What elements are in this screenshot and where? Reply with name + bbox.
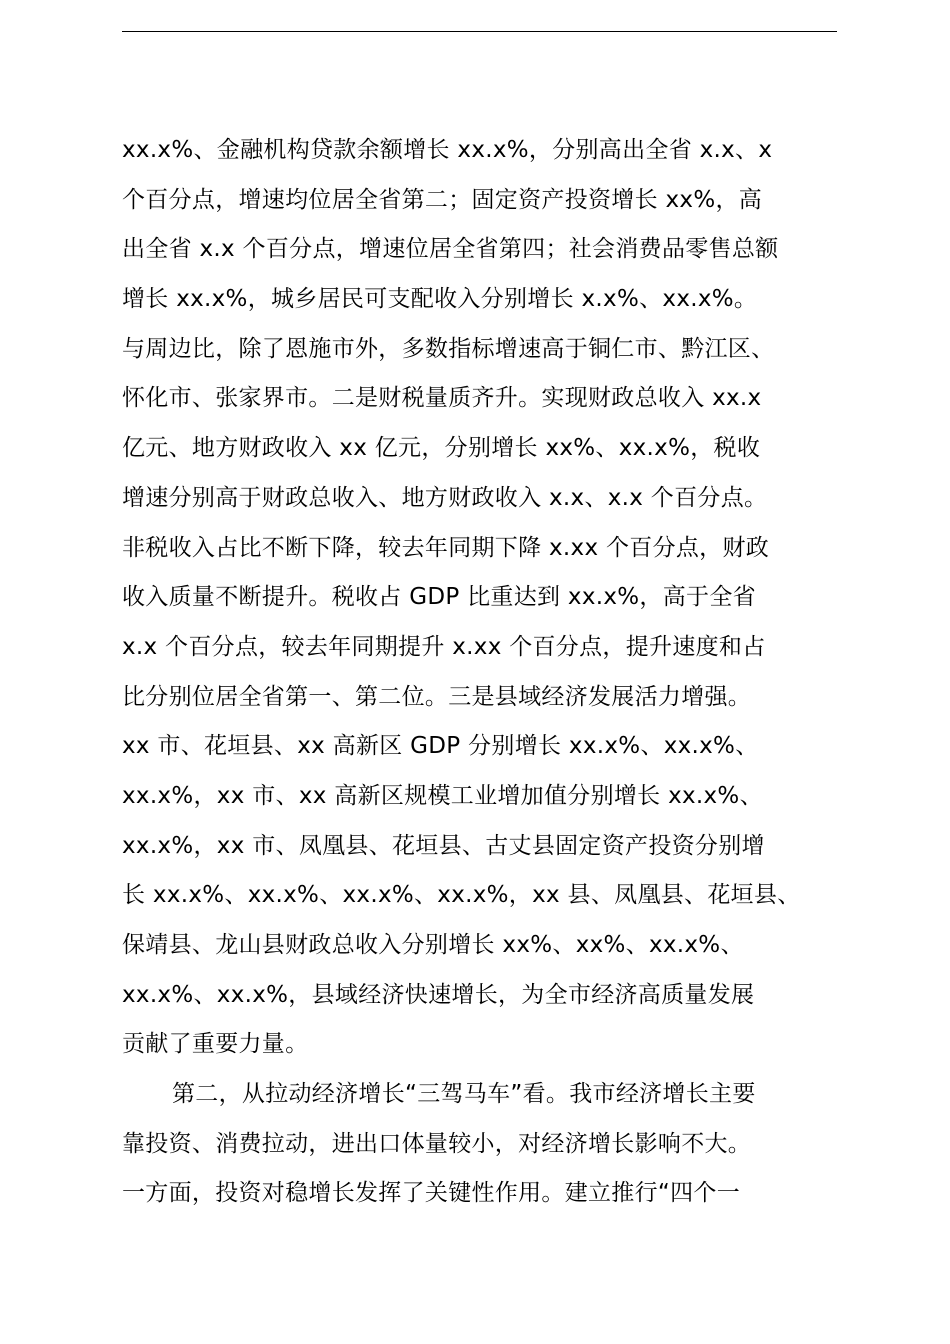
text-line: 收入质量不断提升。税收占 GDP 比重达到 xx.x%，高于全省	[122, 584, 756, 611]
text-line: 比分别位居全省第一、第二位。三是县域经济发展活力增强。	[122, 683, 752, 710]
text-line: 与周边比，除了恩施市外，多数指标增速高于铜仁市、黔江区、	[122, 335, 775, 362]
text-line: xx.x%，xx 市、凤凰县、花垣县、古丈县固定资产投资分别增	[122, 832, 765, 859]
text-line: 增速分别高于财政总收入、地方财政收入 x.x、x.x 个百分点。	[122, 484, 768, 511]
text-line: 出全省 x.x 个百分点，增速位居全省第四；社会消费品零售总额	[122, 236, 779, 263]
text-line: x.x 个百分点，较去年同期提升 x.xx 个百分点，提升速度和占	[122, 633, 766, 660]
text-line: 增长 xx.x%，城乡居民可支配收入分别增长 x.x%、xx.x%。	[122, 286, 758, 313]
paragraph-start-line: 第二，从拉动经济增长“三驾马车”看。我市经济增长主要	[172, 1081, 756, 1108]
text-line: xx 市、花垣县、xx 高新区 GDP 分别增长 xx.x%、xx.x%、	[122, 733, 759, 760]
text-line: xx.x%、xx.x%，县域经济快速增长，为全市经济高质量发展	[122, 981, 755, 1008]
text-line: 怀化市、张家界市。二是财税量质齐升。实现财政总收入 xx.x	[122, 385, 762, 412]
text-line: xx.x%，xx 市、xx 高新区规模工业增加值分别增长 xx.x%、	[122, 782, 763, 809]
text-line: 一方面，投资对稳增长发挥了关键性作用。建立推行“四个一	[122, 1180, 741, 1207]
document-body	[122, 126, 852, 1219]
text-line: 靠投资、消费拉动，进出口体量较小，对经济增长影响不大。	[122, 1130, 752, 1157]
text-line: 长 xx.x%、xx.x%、xx.x%、xx.x%，xx 县、凤凰县、花垣县、	[122, 882, 801, 909]
header-rule	[122, 31, 837, 32]
text-line: 贡献了重要力量。	[122, 1031, 309, 1058]
text-line: 个百分点，增速均位居全省第二；固定资产投资增长 xx%，高	[122, 186, 763, 213]
text-line: 亿元、地方财政收入 xx 亿元，分别增长 xx%、xx.x%，税收	[122, 435, 761, 462]
text-line: xx.x%、金融机构贷款余额增长 xx.x%，分别高出全省 x.x、x	[122, 137, 773, 163]
text-line: 非税收入占比不断下降，较去年同期下降 x.xx 个百分点，财政	[122, 534, 770, 561]
text-line: 保靖县、龙山县财政总收入分别增长 xx%、xx%、xx.x%、	[122, 932, 744, 958]
